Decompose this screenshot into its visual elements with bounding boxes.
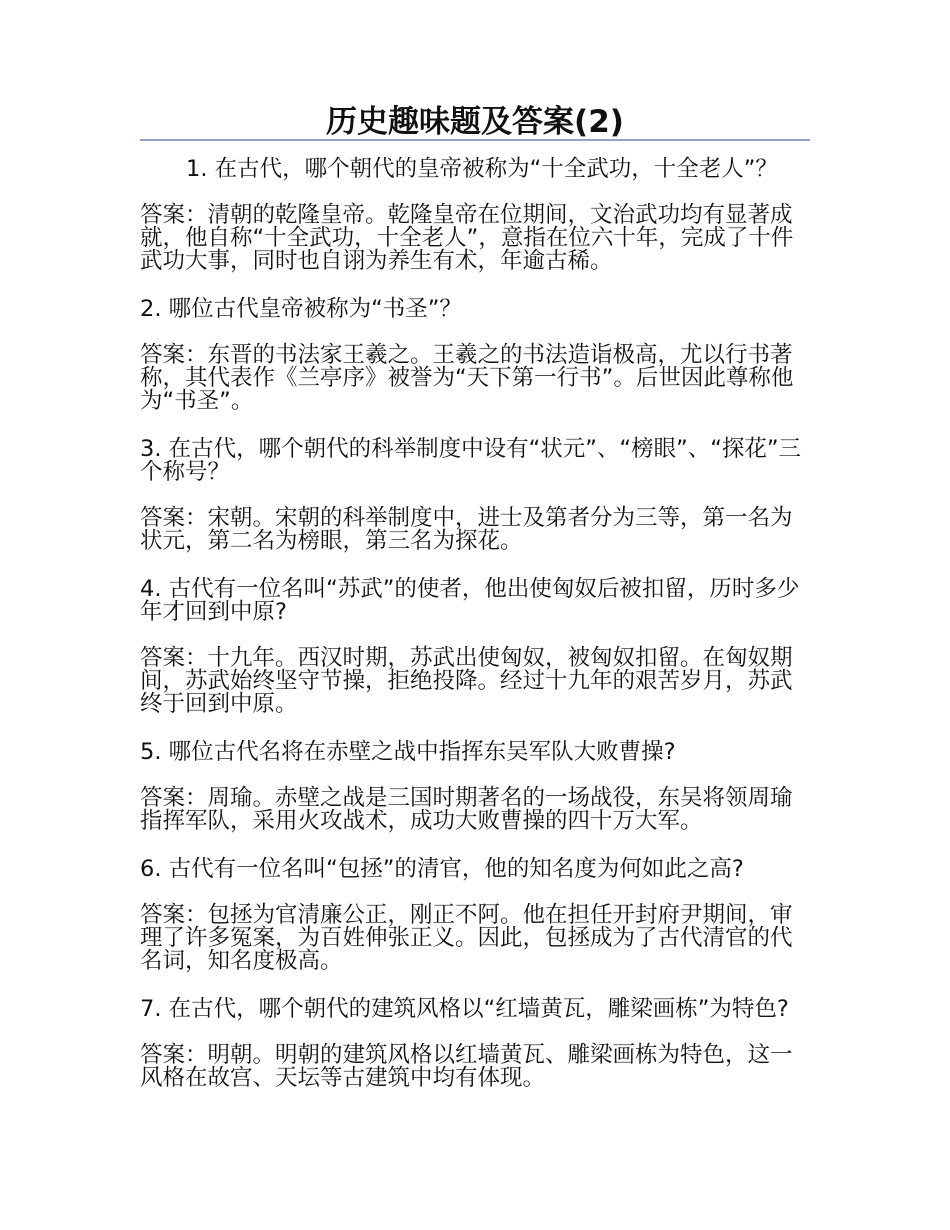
title-underline: [140, 139, 810, 141]
question-7: 7. 在古代，哪个朝代的建筑风格以“红墙黄瓦，雕梁画栋”为特色?: [140, 996, 789, 1022]
answer-2: 答案：东晋的书法家王羲之。王羲之的书法造诣极高，尤以行书著称，其代表作《兰亭序》被誉为“天下第一行书”。后世因此尊称他为“书圣”。: [140, 342, 794, 414]
question-4: 4. 古代有一位名叫“苏武”的使者，他出使匈奴后被扣留，历时多少年才回到中原?: [140, 576, 800, 625]
answer-5: 答案：周瑜。赤壁之战是三国时期著名的一场战役，东吴将领周瑜指挥军队，采用火攻战术，成功大败曹操的四十万大军。: [140, 785, 793, 834]
question-5: 5. 哪位古代名将在赤壁之战中指挥东吴军队大败曹操?: [140, 739, 676, 765]
answer-6: 答案：包拯为官清廉公正，刚正不阿。他在担任开封府尹期间，审理了许多冤案，为百姓伸张正义。因此，包拯成为了古代清官的代名词，知名度极高。: [140, 902, 793, 974]
question-6: 6. 古代有一位名叫“包拯”的清官，他的知名度为何如此之高?: [140, 856, 744, 882]
answer-7: 答案：明朝。明朝的建筑风格以红墙黄瓦、雕梁画栋为特色，这一风格在故宫、天坛等古建筑中均有体现。: [140, 1042, 793, 1091]
question-2: 2. 哪位古代皇帝被称为“书圣”？: [140, 296, 462, 322]
answer-3: 答案：宋朝。宋朝的科举制度中，进士及第者分为三等，第一名为状元，第二名为榜眼，第三名为探花。: [140, 505, 793, 554]
answer-1: 答案：清朝的乾隆皇帝。乾隆皇帝在位期间，文治武功均有显著成就，他自称“十全武功，十全老人”，意指在位六十年，完成了十件武功大事，同时也自诩为养生有术，年逾古稀。: [140, 202, 794, 274]
answer-4: 答案：十九年。西汉时期，苏武出使匈奴，被匈奴扣留。在匈奴期间，苏武始终坚守节操，拒绝投降。经过十九年的艰苦岁月，苏武终于回到中原。: [140, 645, 793, 717]
question-1: 1. 在古代，哪个朝代的皇帝被称为“十全武功，十全老人”？: [186, 156, 778, 182]
document-title: 历史趣味题及答案(2): [326, 104, 624, 140]
question-3: 3. 在古代，哪个朝代的科举制度中设有“状元”、“榜眼”、“探花”三个称号？: [140, 436, 802, 485]
qa-list: [140, 158, 810, 1115]
